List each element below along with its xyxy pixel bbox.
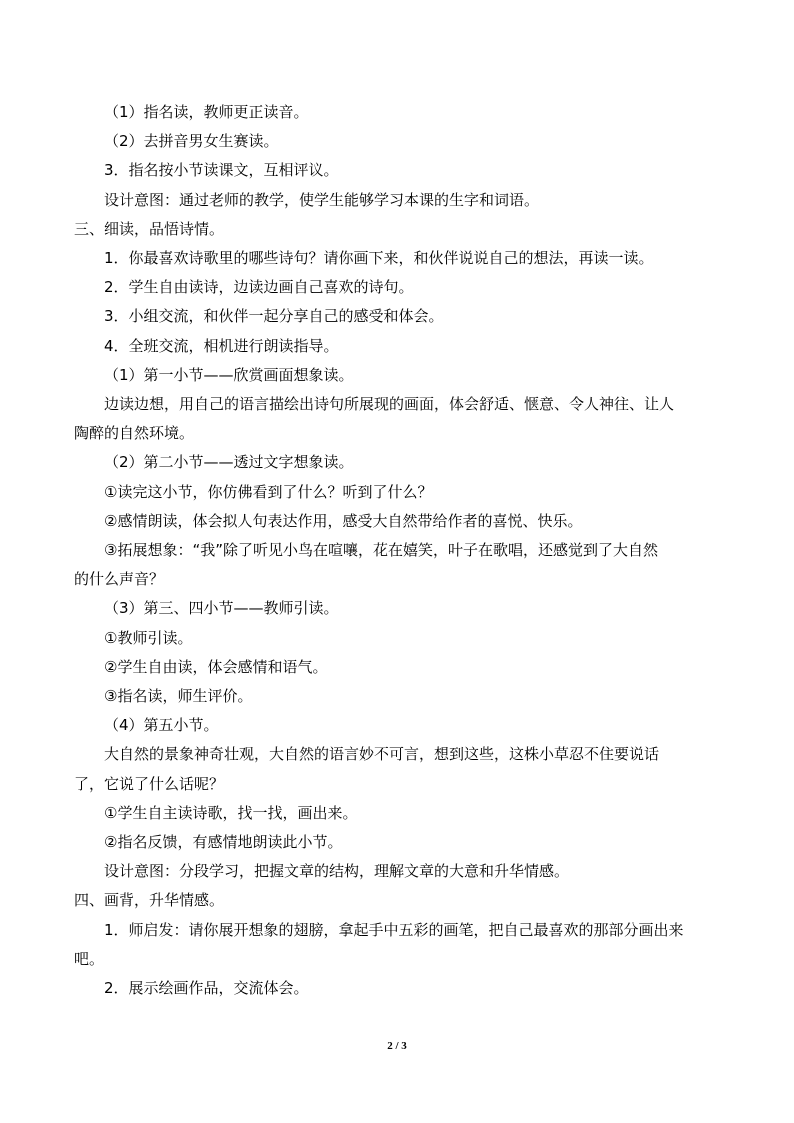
page-number: 2 / 3 [387,1040,407,1052]
text-line: ③拓展想象：“我”除了听见小鸟在喧嚷，花在嬉笑，叶子在歌唱，还感觉到了大自然 [104,541,658,560]
text-line: ①读完这小节，你仿佛看到了什么？听到了什么？ [104,482,433,501]
text-line: （3）第三、四小节——教师引读。 [104,599,339,618]
text-line: （2）第二小节——透过文字想象读。 [104,453,354,472]
text-line: ①教师引读。 [104,628,193,647]
text-line: ②学生自由读，体会感情和语气。 [104,657,328,676]
text-line: ③指名读，师生评价。 [104,687,253,706]
text-line: 吧。 [74,949,105,968]
text-line: （1）第一小节——欣赏画面想象读。 [104,365,354,384]
section-heading: 四、画背，升华情感。 [74,891,225,910]
text-line: 设计意图：通过老师的教学，使学生能够学习本课的生字和词语。 [104,190,540,209]
text-line: 设计意图：分段学习，把握文章的结构，理解文章的大意和升华情感。 [104,862,570,881]
text-line: 了，它说了什么话呢？ [74,774,225,793]
section-heading: 三、细读，品悟诗情。 [74,219,225,238]
text-line: 边读边想，用自己的语言描绘出诗句所展现的画面，体会舒适、惬意、令人神往、让人 [104,395,675,414]
text-line: （2）去拼音男女生赛读。 [104,132,279,151]
text-line: 4．全班交流，相机进行朗读指导。 [104,336,339,355]
text-line: （1）指名读，教师更正读音。 [104,103,309,121]
text-line: ①学生自主读诗歌，找一找，画出来。 [104,803,358,822]
text-line: ②感情朗读，体会拟人句表达作用，感受大自然带给作者的喜悦、快乐。 [104,511,583,530]
text-line: 3．小组交流，和伙伴一起分享自己的感受和体会。 [104,307,444,326]
text-line: （4）第五小节。 [104,716,219,735]
text-line: 的什么声音？ [74,570,165,589]
text-line: 陶醉的自然环境。 [74,424,195,443]
text-line: 1．师启发：请你展开想象的翅膀，拿起手中五彩的画笔，把自己最喜欢的那部分画出来 [104,920,684,939]
document-body [74,98,700,1003]
text-line: 2．展示绘画作品，交流体会。 [104,979,309,998]
text-line: 1．你最喜欢诗歌里的哪些诗句？请你画下来，和伙伴说说自己的想法，再读一读。 [104,249,654,268]
text-line: 3．指名按小节读课文，互相评议。 [104,161,339,180]
text-line: 2．学生自由读诗，边读边画自己喜欢的诗句。 [104,278,414,297]
text-line: 大自然的景象神奇壮观，大自然的语言妙不可言，想到这些，这株小草忍不住要说话 [104,745,660,764]
text-line: ②指名反馈，有感情地朗读此小节。 [104,833,343,852]
